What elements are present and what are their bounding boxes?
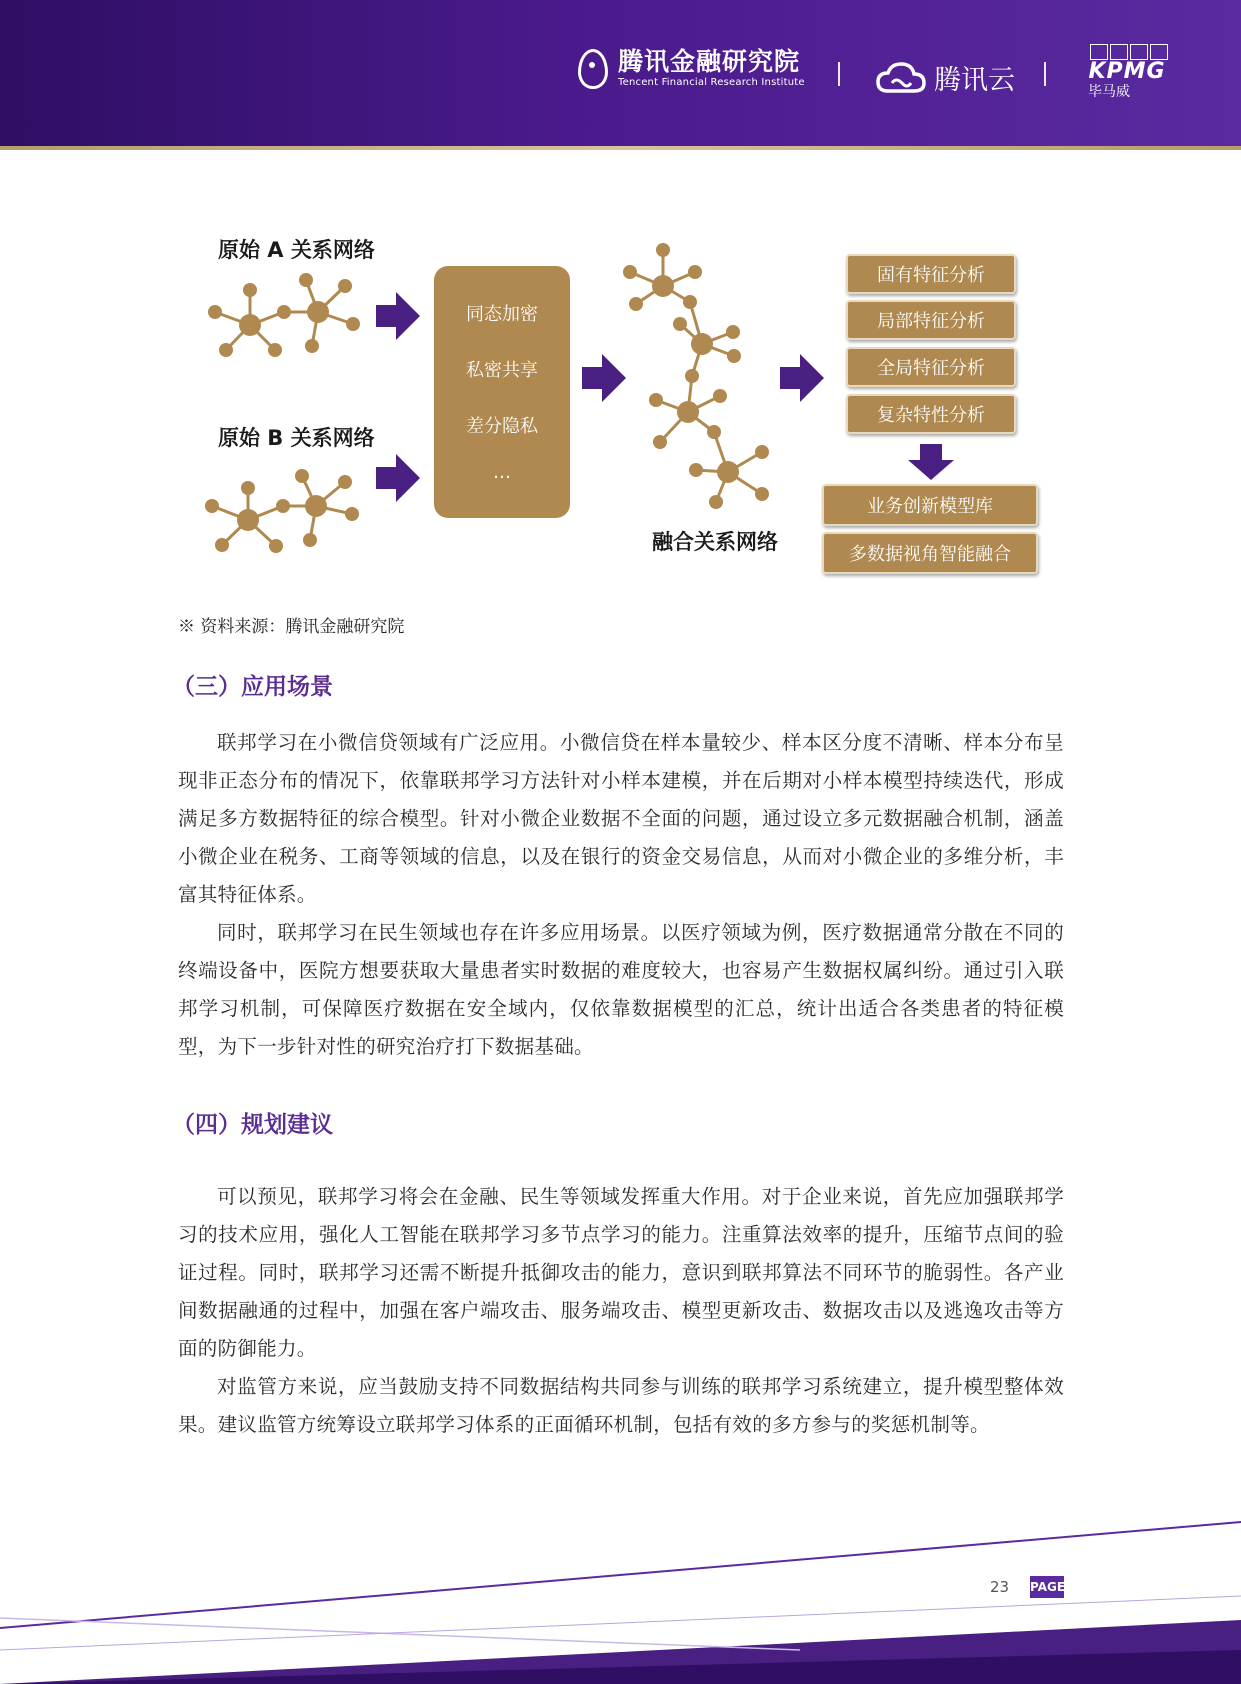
kpmg-boxes-icon xyxy=(1090,44,1168,60)
federated-network-diagram xyxy=(0,200,1241,600)
arrow-right-icon xyxy=(376,292,420,340)
section-title: （三）应用场景 xyxy=(172,674,333,700)
header-band xyxy=(0,0,1241,146)
output-box: 多数据视角智能融合 xyxy=(822,532,1038,574)
network-b-graph xyxy=(205,469,359,553)
cloud-icon xyxy=(876,61,926,95)
kpmg-logo xyxy=(1086,44,1168,100)
method-item: 同态加密 xyxy=(466,304,538,325)
arrow-right-icon xyxy=(582,354,626,402)
header-divider xyxy=(1044,62,1046,86)
source-note: ※ 资料来源：腾讯金融研究院 xyxy=(178,617,405,637)
arrow-right-icon xyxy=(376,454,420,502)
penguin-egg-icon xyxy=(578,49,608,89)
diagram-graphics xyxy=(0,200,1241,600)
method-item: … xyxy=(493,462,511,483)
header-gold-rule xyxy=(0,146,1241,150)
body-paragraph: 可以预见，联邦学习将会在金融、民生等领域发挥重大作用。对于企业来说，首先应加强联邦学习的技术应用，强化人工智能在联邦学习多节点学习的能力。注重算法效率的提升，压缩节点间的验证过程。同时，联邦学习还需不断提升抵御攻击的能力，意识到联邦算法不同环节的脆弱性。各产业间数据融通的过程中，加强在客户端攻击、服务端攻击、模型更新攻击、数据攻击以及逃逸攻击等方面的防御能力。 xyxy=(178,1185,1064,1360)
body-paragraph: 同时，联邦学习在民生领域也存在许多应用场景。以医疗领域为例，医疗数据通常分散在不同的终端设备中，医院方想要获取大量患者实时数据的难度较大，也容易产生数据权属纠纷。通过引入联邦学习机制，可保障医疗数据在安全域内，仅依靠数据模型的汇总，统计出适合各类患者的特征模型，为下一步针对性的研究治疗打下数据基础。 xyxy=(178,921,1064,1058)
output-box: 业务创新模型库 xyxy=(822,484,1038,526)
section-title: （四）规划建议 xyxy=(172,1112,333,1138)
org3-name-cn: 毕马威 xyxy=(1088,84,1130,100)
network-a-label: 原始 A 关系网络 xyxy=(218,238,375,262)
org3-name-en: KPMG xyxy=(1088,59,1166,84)
network-b-label: 原始 B 关系网络 xyxy=(218,426,375,450)
feature-box: 固有特征分析 xyxy=(846,254,1016,294)
network-a-graph xyxy=(208,273,360,357)
tencent-finance-logo xyxy=(578,48,805,90)
method-item: 私密共享 xyxy=(466,360,538,381)
body-paragraph: 联邦学习在小微信贷领域有广泛应用。小微信贷在样本量较少、样本区分度不清晰、样本分布呈现非正态分布的情况下，依靠联邦学习方法针对小样本建模，并在后期对小样本模型持续迭代，形成满足多方数据特征的综合模型。针对小微企业数据不全面的问题，通过设立多元数据融合机制，涵盖小微企业在税务、工商等领域的信息，以及在银行的资金交易信息，从而对小微企业的多维分析，丰富其特征体系。 xyxy=(178,731,1064,906)
arrow-right-icon xyxy=(780,354,824,402)
privacy-methods-box xyxy=(434,266,570,518)
feature-box: 全局特征分析 xyxy=(846,347,1016,387)
method-item: 差分隐私 xyxy=(466,416,538,437)
org2-name: 腾讯云 xyxy=(934,65,1015,96)
fused-network-graph xyxy=(623,243,769,509)
page-badge: PAGE xyxy=(1030,1576,1064,1598)
arrow-down-icon xyxy=(908,444,954,480)
page-number: 23 xyxy=(990,1578,1010,1596)
tencent-cloud-logo xyxy=(876,58,1015,97)
header-divider xyxy=(838,62,840,86)
feature-box: 复杂特性分析 xyxy=(846,394,1016,434)
org1-name-cn: 腾讯金融研究院 xyxy=(618,47,801,76)
org1-name-en: Tencent Financial Research Institute xyxy=(618,77,805,88)
fused-network-label: 融合关系网络 xyxy=(652,530,778,554)
body-paragraph: 对监管方来说，应当鼓励支持不同数据结构共同参与训练的联邦学习系统建立，提升模型整体效果。建议监管方统筹设立联邦学习体系的正面循环机制，包括有效的多方参与的奖惩机制等。 xyxy=(178,1375,1064,1436)
feature-box: 局部特征分析 xyxy=(846,300,1016,340)
